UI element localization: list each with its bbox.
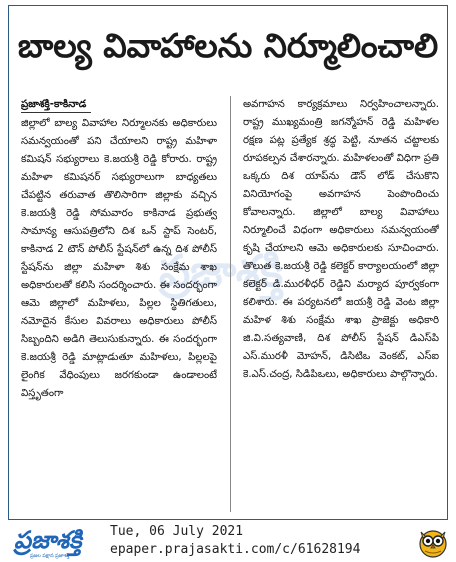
column-divider (230, 96, 231, 512)
edition-date: Tue, 06 July 2021 (110, 524, 244, 539)
watermark-logo: ప్రజాశక్తి (159, 246, 284, 297)
article-column-left (21, 96, 217, 512)
prajasakti-logo-tagline: ప్రజల పక్షాన ప్రజాశక్తి (30, 553, 70, 559)
article-dateline: ప్రజాశక్తి-కాకినాడ (21, 99, 87, 110)
article-frame (8, 5, 448, 520)
article-column-right (243, 96, 439, 512)
article-body-right: అవగాహన కార్యక్రమాలు నిర్వహించాలన్నారు. రాష్ట్ర ముఖ్యమంత్రి జగన్మోహన్ రెడ్డి మహిళల రక్షణ పట్ల ప్రత్యేక శ్రద్ధ పెట్టి, నూతన చట్టాలకు రూపకల్పన చేశారన్నారు. మహిళలంతో విధిగా ప్రతి ఒక్కరు దిశ యాప్‌ను డౌన్ లోడ్ చేసుకొని వినియోగంపై అవగాహన పెంపొందించు కోవాలన్నారు. జిల్లాలో బాల్య వివాహాలు నిర్మూలించే విధంగా అధికారులు సమన్వయంతో కృషి చేయాలని ఆమె అధికారులకు సూచించారు. తొలుత కె.జయశ్రీ రెడ్డి కలెక్టర్ కార్యాలయంలో జిల్లా కలెక్టర్ డి.మురళీధర్ రెడ్డిని మర్యాద పూర్వకంగా కలిశారు. ఈ పర్యటనలో జయశ్రీ రెడ్డి వెంట జిల్లా మహిళ శిశు సంక్షేమ శాఖ ప్రాజెక్టు అధికారి జి.వి.సత్యవాణి, దిశ పోలీస్ స్టేషన్ డిఎస్‌పి ఎస్.మురళీ మోహన్, డిసిటిఒ వెంకట్, ఎస్ఐ కె.ఎస్.చంద్ర, సిడిపిఒలు, అధికారులు పాల్గొన్నారు. (243, 99, 439, 380)
prajasakti-logo[interactable]: ప్రజాశక్తి (14, 526, 82, 554)
epaper-url-link[interactable]: epaper.prajasakti.com/c/61628194 (110, 542, 361, 557)
article-body-left: జిల్లాలో బాల్య వివాహాల నిర్మూలనకు అధికారులు సమన్వయంతో పని చేయాలని రాష్ట్ర మహిళా కమిషన్ సభ్యురాలు కె.జయశ్రీ రెడ్డి కోరారు. రాష్ట్ర మహిళా కమిషనర్ సభ్యురాలుగా బాధ్యతలు చేపట్టిన తరువాత తొలిసారిగా జిల్లాకు వచ్చిన కె.జయశ్రీ రెడ్డి సోమవారం కాకినాడ ప్రభుత్వ సామాన్య ఆసుపత్రిలోని దిశ ఒన్ స్టాప్ సెంటర్, కాకినాడ 2 టౌన్ పోలీస్ స్టేషన్‌లో ఉన్న దిశ పోలీస్ స్టేషన్‌ను జిల్లా మహిళా శిశు సంక్షేమ శాఖ అధికారులతో కలిసి సందర్శించారు. ఈ సందర్భంగా ఆమె జిల్లాలో మహిళలు, పిల్లల స్థితిగతులు, నమోదైన కేసుల వివరాలు అధికారులు పోలీస్ సిబ్బందిని అడిగి తెలుసుకున్నారు. ఈ సందర్భంగా కె.జయశ్రీ రెడ్డి మాట్లాడుతూ మహిళలు, పిల్లలపై లైంగిక వేధింపులు జరగకుండా ఉండాలంటే విస్తృతంగా (21, 118, 217, 399)
epaper-footer (0, 520, 456, 562)
dateline-underline (21, 112, 91, 113)
article-headline: బాల్య వివాహాలను నిర్మూలించాలి (17, 25, 439, 65)
owl-mascot-icon (417, 524, 449, 558)
